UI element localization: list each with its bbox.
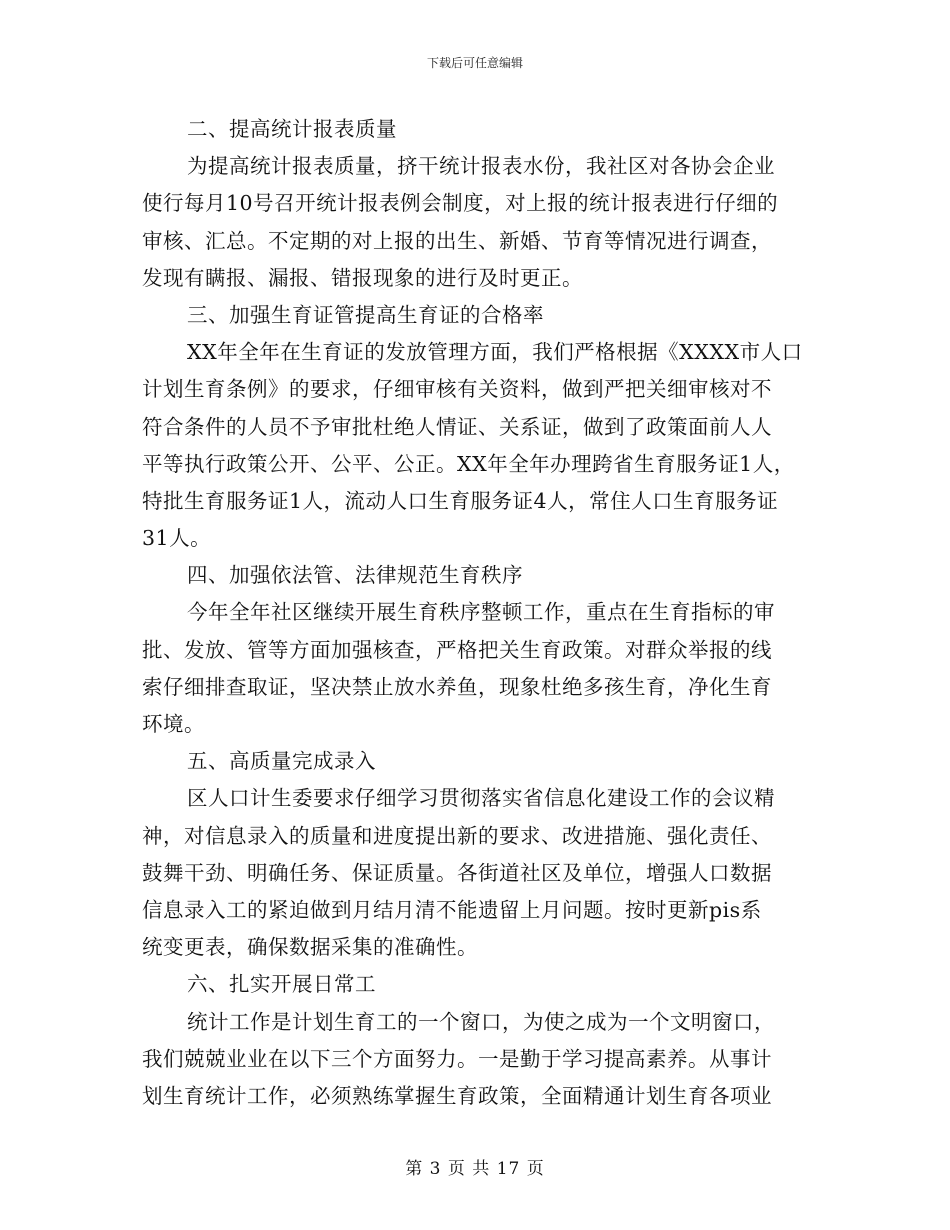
text-line: 特批生育服务证1人，流动人口生育服务证4人，常住人口生育服务证 — [142, 488, 779, 513]
text-line: 划生育统计工作，必须熟练掌握生育政策，全面精通计划生育各项业 — [142, 1083, 772, 1108]
text-line: 统计工作是计划生育工的一个窗口，为使之成为一个文明窗口， — [187, 1009, 775, 1034]
text-line: 四、加强依法管、法律规范生育秩序 — [187, 563, 523, 588]
text-line: 六、扎实开展日常工 — [187, 972, 376, 997]
text-line: 二、提高统计报表质量 — [187, 117, 397, 141]
text-line: 今年全年社区继续开展生育秩序整顿工作，重点在生育指标的审 — [187, 600, 775, 625]
text-line: 使行每月10号召开统计报表例会制度，对上报的统计报表进行仔细的 — [142, 191, 779, 216]
text-line: 符合条件的人员不予审批杜绝人情证、关系证，做到了政策面前人人 — [142, 414, 772, 439]
text-line: 审核、汇总。不定期的对上报的出生、新婚、节育等情况进行调查， — [142, 228, 772, 253]
text-line: 计划生育条例》的要求，仔细审核有关资料，做到严把关细审核对不 — [142, 377, 772, 402]
text-line: 鼓舞干劲、明确任务、保证质量。各街道社区及单位，增强人口数据 — [142, 860, 772, 885]
text-line: 发现有瞒报、漏报、错报现象的进行及时更正。 — [142, 265, 583, 290]
text-line: 为提高统计报表质量，挤干统计报表水份，我社区对各协会企业 — [187, 154, 775, 179]
text-line: 统变更表，确保数据采集的准确性。 — [142, 935, 478, 960]
text-line: 三、加强生育证管提高生育证的合格率 — [187, 302, 544, 327]
text-line: 五、高质量完成录入 — [187, 749, 376, 774]
page-number: 第 3 页 共 17 页 — [405, 1159, 545, 1179]
text-line: 31人。 — [142, 526, 212, 551]
text-line: 区人口计生委要求仔细学习贯彻落实省信息化建设工作的会议精 — [187, 786, 775, 811]
text-line: XX年全年在生育证的发放管理方面，我们严格根据《XXXX市人口 — [187, 340, 803, 365]
text-line: 索仔细排查取证，坚决禁止放水养鱼，现象杜绝多孩生育，净化生育 — [142, 674, 772, 699]
text-line: 我们兢兢业业在以下三个方面努力。一是勤于学习提高素养。从事计 — [142, 1046, 772, 1071]
text-line: 环境。 — [142, 712, 205, 736]
text-line: 批、发放、管等方面加强核查，严格把关生育政策。对群众举报的线 — [142, 637, 772, 662]
text-line: 平等执行政策公开、公平、公正。XX年全年办理跨省生育服务证1人， — [142, 451, 795, 476]
text-line: 神，对信息录入的质量和进度提出新的要求、改进措施、强化责任、 — [142, 823, 772, 848]
document-body — [142, 111, 810, 1115]
page-header-note: 下载后可任意编辑 — [426, 56, 523, 70]
text-line: 信息录入工的紧迫做到月结月清不能遗留上月问题。按时更新pis系 — [142, 897, 762, 922]
